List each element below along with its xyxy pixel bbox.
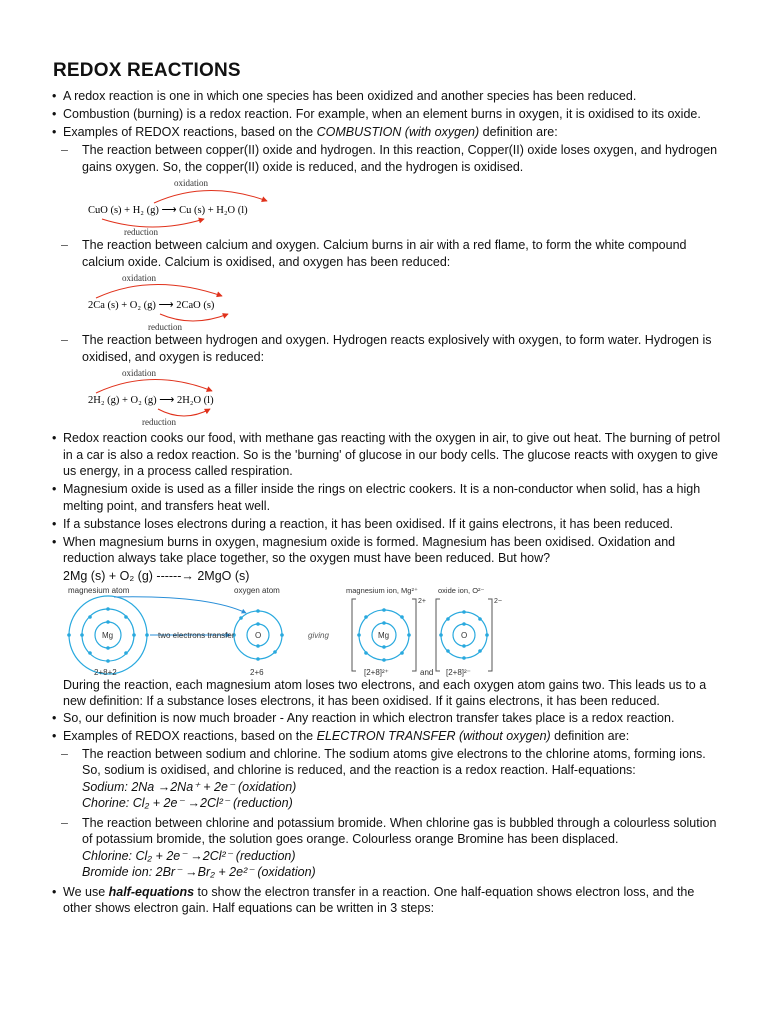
fig2-oxidation-label: oxidation xyxy=(122,273,156,283)
bullet-combustion: • Combustion (burning) is a redox reaction. For example, when an element burns in oxygen, it is oxidised to its oxide. xyxy=(50,106,724,123)
fig1-reduction-arrow xyxy=(102,219,204,227)
label-magnesium-ion: magnesium ion, Mg²⁺ xyxy=(346,585,418,595)
bullet-magnesium-burns: • When magnesium burns in oxygen, magnesium oxide is formed. Magnesium has been oxidised. Oxidation and reduction always take place together, so the oxygen must have been reduced. But how? xyxy=(50,534,724,567)
fig2-equation: 2Ca (s) + O₂ (g) ⟶ 2CaO (s) xyxy=(88,300,215,311)
sub-copper-oxide: – The reaction between copper(II) oxide and hydrogen. In this reaction, Copper(II) oxide loses oxygen, and hydrogen gains oxygen. So, the copper(II) oxide is reduced, and the hydrogen is oxidised. xyxy=(50,142,724,175)
label-oxygen-atom: oxygen atom xyxy=(234,585,280,595)
mg-equation: 2Mg (s) + O₂ (g) ------→ 2MgO (s) xyxy=(63,569,250,583)
fig3-oxidation-arrow xyxy=(96,379,212,393)
label-oxide-ion: oxide ion, O²⁻ xyxy=(438,585,485,595)
fig3-equation: 2H₂ (g) + O₂ (g) ⟶ 2H₂O (l) xyxy=(88,395,214,406)
fig2-oxidation-arrow xyxy=(96,284,222,298)
mg-ion-symbol: Mg xyxy=(378,630,390,640)
o-ion-charge: 2− xyxy=(494,597,502,605)
bullet-food-energy: • Redox reaction cooks our food, with methane gas reacting with the oxygen in air, to give out heat. The burning of petrol in a car is also a redox reaction. So is the 'burning' of glucose in our body cells. The glucose reacts with oxygen to give us energy, in a process called respiration. xyxy=(50,430,724,480)
half-equation-chlorine-2: Chlorine: Cl₂ + 2e⁻ →2Cl²⁻ (reduction) xyxy=(82,848,296,863)
label-two-electrons-transfer: two electrons transfer xyxy=(158,630,235,640)
fig1-oxidation-label: oxidation xyxy=(174,178,208,188)
figure-magnesium-oxygen-electrons xyxy=(58,585,658,677)
mg-ion-charge: 2+ xyxy=(418,597,426,605)
magnesium-explanation: During the reaction, each magnesium atom loses two electrons, and each oxygen atom gains two. This leads us to a new definition: If a substance loses electrons, it has been oxidised. If it gains electrons, it has been reduced. xyxy=(63,677,707,708)
mg-configuration: 2+8+2 xyxy=(94,667,117,677)
o-ion-symbol: O xyxy=(461,630,468,640)
bullet-half-equations: • We use half-equations to show the electron transfer in a reaction. One half-equation shows electron loss, and the other shows electron gain. Half equations can be written in 3 steps: xyxy=(50,884,724,917)
figure-h2o-reaction xyxy=(82,365,322,427)
figure-cao-reaction xyxy=(82,270,322,332)
fig2-reduction-arrow xyxy=(160,314,228,321)
fig3-oxidation-label: oxidation xyxy=(122,368,156,378)
bullet-electron-definition: • If a substance loses electrons during a reaction, it has been oxidised. If it gains electrons, it has been reduced. xyxy=(50,516,724,533)
fig3-reduction-label: reduction xyxy=(142,417,176,427)
fig2-reduction-label: reduction xyxy=(148,322,182,332)
bullet-definition: • A redox reaction is one in which one species has been oxidized and another species has been reduced. xyxy=(50,88,724,105)
mg-ion-configuration: [2+8]²⁺ xyxy=(364,667,389,677)
half-equation-chlorine-1: Chorine: Cl₂ + 2e⁻ →2Cl²⁻ (reduction) xyxy=(82,796,293,810)
o-ion-configuration: [2+8]²⁻ xyxy=(446,667,471,677)
fig3-reduction-arrow xyxy=(158,409,210,416)
half-equation-sodium: Sodium: 2Na →2Na⁺ + 2e⁻ (oxidation) xyxy=(82,779,297,794)
page-title: REDOX REACTIONS xyxy=(53,60,241,81)
fig1-oxidation-arrow xyxy=(154,190,267,203)
bullet-magnesium-oxide: • Magnesium oxide is used as a filler inside the rings on electric cookers. It is a non-conductor when solid, has a high melting point, and transfers heat well. xyxy=(50,481,724,514)
o-configuration: 2+6 xyxy=(250,667,264,677)
sub-chlorine-potassium-bromide: – The reaction between chlorine and potassium bromide. When chlorine gas is bubbled through a colourless solution of potassium bromide, the solution goes orange. Colourless orange Bromine has been displaced. xyxy=(50,815,724,848)
sub-hydrogen-oxygen: – The reaction between hydrogen and oxygen. Hydrogen reacts explosively with oxygen, to form water. Hydrogen is oxidised, and oxygen is reduced: xyxy=(50,332,724,365)
bullet-electron-transfer-examples: • Examples of REDOX reactions, based on the ELECTRON TRANSFER (without oxygen) definition are: xyxy=(50,728,724,745)
fig1-equation: CuO (s) + H₂ (g) ⟶ Cu (s) + H₂O (l) xyxy=(88,205,248,216)
figure-cuo-reaction xyxy=(82,175,322,237)
mg-symbol: Mg xyxy=(102,630,114,640)
half-equation-bromide: Bromide ion: 2Br⁻ →Br₂ + 2e²⁻ (oxidation) xyxy=(82,865,316,879)
electron-transfer-arrow-top xyxy=(114,596,246,612)
bullet-combustion-examples: • Examples of REDOX reactions, based on the COMBUSTION (with oxygen) definition are: xyxy=(50,124,724,141)
sub-sodium-chlorine: – The reaction between sodium and chlorine. The sodium atoms give electrons to the chlorine atoms, forming ions. So, sodium is oxidised, and chlorine is reduced, and the reaction is a redox reaction. Half-equations: xyxy=(50,746,724,779)
o-symbol: O xyxy=(255,630,262,640)
bullet-broader-definition: • So, our definition is now much broader - Any reaction in which electron transfer takes place is a redox reaction. xyxy=(50,710,724,727)
label-magnesium-atom: magnesium atom xyxy=(68,585,130,595)
label-and: and xyxy=(420,667,434,677)
sub-calcium-oxygen: – The reaction between calcium and oxygen. Calcium burns in air with a red flame, to form the white compound calcium oxide. Calcium is oxidised, and oxygen has been reduced: xyxy=(50,237,724,270)
fig1-reduction-label: reduction xyxy=(124,227,158,237)
label-giving: giving xyxy=(308,630,329,640)
